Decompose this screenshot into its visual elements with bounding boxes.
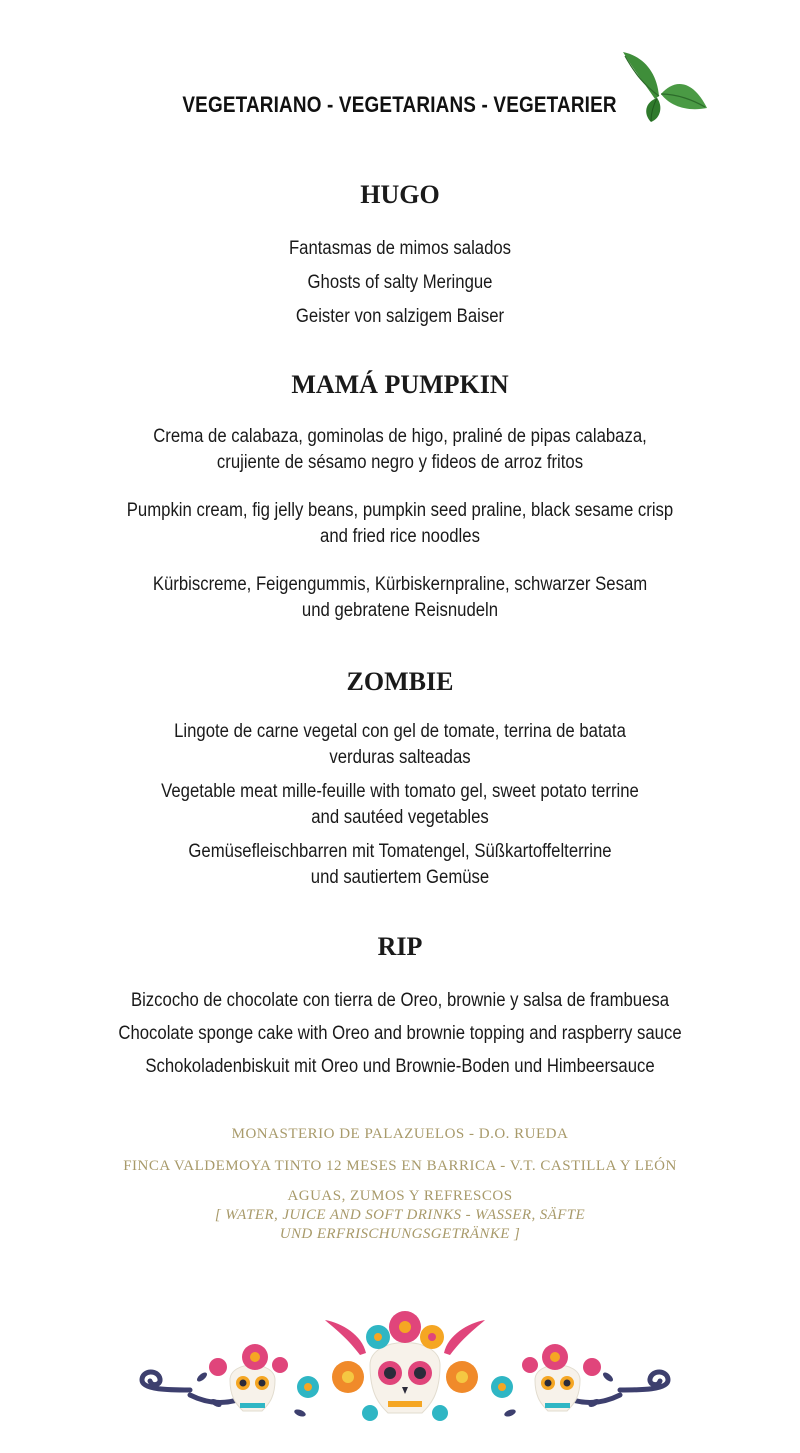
wine-white: MONASTERIO DE PALAZUELOS - D.O. RUEDA xyxy=(231,1126,569,1142)
mama-es-line-2: crujiente de sésamo negro y fideos de arroz fritos xyxy=(216,452,584,473)
wine-red: FINCA VALDEMOYA TINTO 12 MESES EN BARRICA - V.T. CASTILLA Y LEÓN xyxy=(123,1158,677,1174)
section-mama-pumpkin xyxy=(0,370,800,624)
section-title-mama-pumpkin: MAMÁ PUMPKIN xyxy=(291,370,509,399)
mama-en-line-1: Pumpkin cream, fig jelly beans, pumpkin seed praline, black sesame crisp xyxy=(126,500,674,521)
mama-desc-de xyxy=(0,572,800,624)
basil-leaf-icon xyxy=(615,44,710,124)
menu-title: VEGETARIANO - VEGETARIANS - VEGETARIER xyxy=(182,92,618,117)
section-rip xyxy=(0,932,800,1083)
mama-de-line-1: Kürbiscreme, Feigengummis, Kürbiskernpraline, schwarzer Sesam xyxy=(152,574,648,595)
mama-desc-en xyxy=(0,498,800,550)
soft-drinks-note-1: [ WATER, JUICE AND SOFT DRINKS - WASSER, SÄFTE xyxy=(214,1207,586,1223)
zombie-desc-es xyxy=(0,719,800,771)
rip-line-en: Chocolate sponge cake with Oreo and brownie topping and raspberry sauce xyxy=(118,1023,682,1044)
section-title-rip: RIP xyxy=(377,932,423,961)
rip-line-de: Schokoladenbiskuit mit Oreo und Brownie-Boden und Himbeersauce xyxy=(145,1056,655,1077)
soft-drinks-note-2: UND ERFRISCHUNGSGETRÄNKE ] xyxy=(279,1226,521,1242)
section-title-hugo: HUGO xyxy=(360,180,440,209)
zombie-desc-en xyxy=(0,779,800,831)
mama-de-line-2: und gebratene Reisnudeln xyxy=(301,600,499,621)
zombie-en-line-2: and sautéed vegetables xyxy=(311,807,489,828)
soft-drinks: AGUAS, ZUMOS Y REFRESCOS xyxy=(287,1188,513,1204)
hugo-line-de: Geister von salzigem Baiser xyxy=(295,306,505,327)
mama-desc-es xyxy=(0,424,800,476)
zombie-es-line-2: verduras salteadas xyxy=(329,747,471,768)
hugo-line-es: Fantasmas de mimos salados xyxy=(288,238,512,259)
zombie-en-line-1: Vegetable meat mille-feuille with tomato gel, sweet potato terrine xyxy=(161,781,639,802)
zombie-desc-de xyxy=(0,839,800,891)
zombie-es-line-1: Lingote de carne vegetal con gel de tomate, terrina de batata xyxy=(174,721,626,742)
hugo-line-en: Ghosts of salty Meringue xyxy=(307,272,493,293)
mama-en-line-2: and fried rice noodles xyxy=(320,526,480,547)
rip-line-es: Bizcocho de chocolate con tierra de Oreo, brownie y salsa de frambuesa xyxy=(130,990,670,1011)
drinks-section xyxy=(0,1124,800,1244)
mama-es-line-1: Crema de calabaza, gominolas de higo, praliné de pipas calabaza, xyxy=(153,426,647,447)
section-title-zombie: ZOMBIE xyxy=(346,667,454,696)
section-zombie xyxy=(0,667,800,891)
section-hugo xyxy=(0,180,800,334)
sugar-skull-garland-icon xyxy=(130,1295,680,1445)
zombie-de-line-1: Gemüsefleischbarren mit Tomatengel, Süßkartoffelterrine xyxy=(188,841,612,862)
zombie-de-line-2: und sautiertem Gemüse xyxy=(310,867,490,888)
